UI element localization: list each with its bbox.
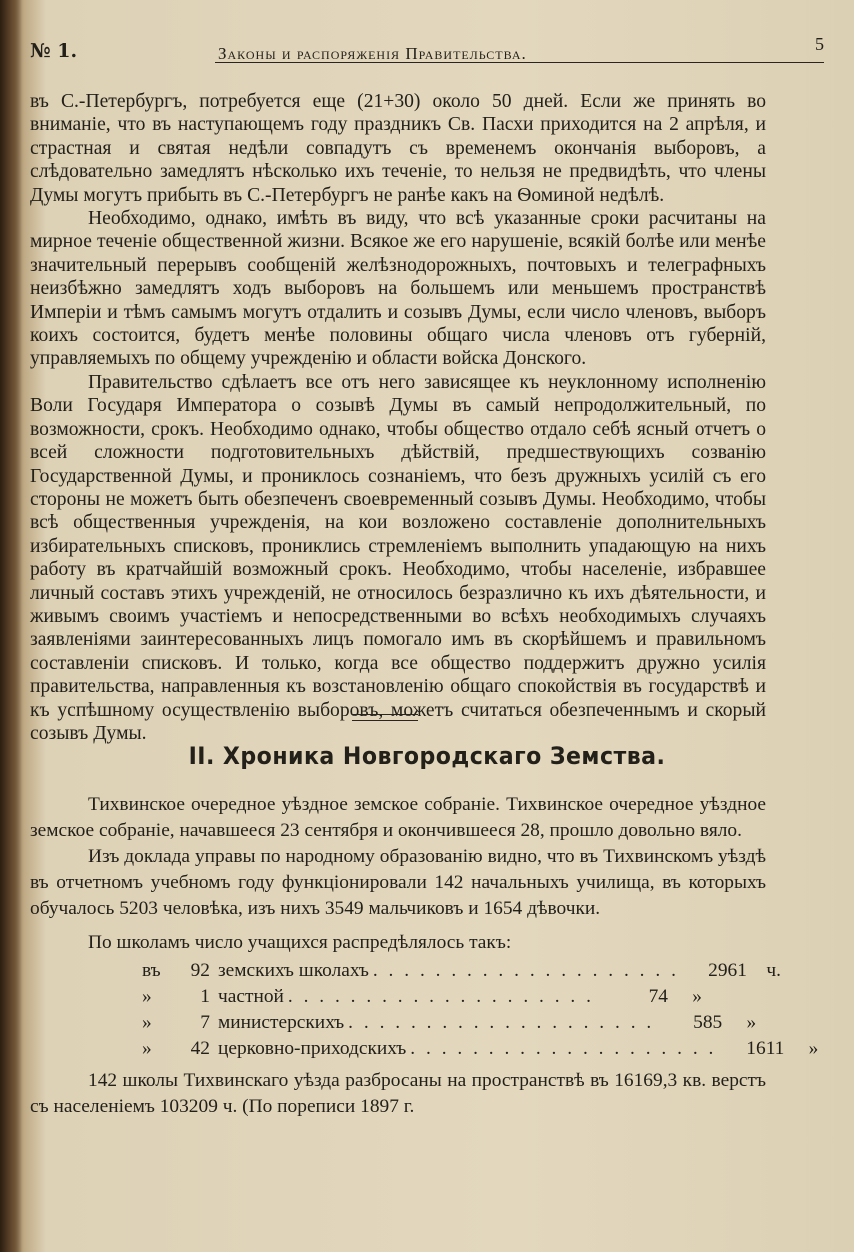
stat-school-count: 7 bbox=[200, 1012, 210, 1033]
stat-row bbox=[142, 1036, 819, 1062]
stat-school-count: 1 bbox=[200, 986, 210, 1007]
paragraph-continuation: въ С.-Петербургъ, потребуется еще (21+30) около 50 дней. Если же принять во вниманіе, что въ наступающемъ году праздникъ Св. Пасхи приходится на 2 апрѣля, и страстная и святая недѣли совпадутъ съ временемъ окончанія выборовъ, а слѣдовательно замедлятъ нѣсколько ихъ теченіе, то нельзя не предвидѣть, что члены Думы могутъ прибыть въ С.-Петербургъ не ранѣе какъ на Ѳоминой недѣлѣ. bbox=[30, 91, 766, 206]
stat-value: 1611 bbox=[746, 1038, 785, 1059]
decree-text bbox=[30, 90, 766, 745]
chronicle-paragraph-area: 142 школы Тихвинскаго уѣзда разбросаны на пространствѣ въ 16169,3 кв. верстъ съ населеніемъ 103209 ч. (По пореписи 1897 г. bbox=[30, 1070, 766, 1117]
stat-label: земскихъ школахъ bbox=[218, 960, 369, 981]
page-binding-edge bbox=[0, 0, 22, 1252]
stat-label: министерскихъ bbox=[218, 1012, 345, 1033]
stat-unit: » bbox=[692, 986, 702, 1007]
section-heading: II. Хроника Новгородскаго Земства. bbox=[188, 742, 666, 770]
leader-dots: . . . . . . . . . . . . . . . . . . . . bbox=[287, 986, 594, 1007]
paragraph-government-appeal: Правительство сдѣлаетъ все отъ него зависящее къ неуклонному исполненію Воли Государя Императора о созывѣ Думы въ самый непродолжительный, по возможности, срокъ. Необходимо однако, чтобы общество отдало себѣ ясный отчетъ о всей сложности подготовительныхъ дѣйствій, предшествующихъ созванію Государственной Думы, и прониклось сознаніемъ, что безъ дружныхъ усилій съ его стороны не можетъ быть обезпеченъ своевременный созывъ Думы. Необходимо, чтобы всѣ общественныя учрежденія, на кои возложено составленіе дополнительныхъ избирательныхъ списковъ, прониклись стремленіемъ выполнить упадающую на нихъ работу въ кратчайшій возможный срокъ. Необходимо, чтобы населеніе, избравшее личный составъ этихъ учрежденій, не относилось безразлично къ ихъ дѣятельности, и живымъ своимъ участіемъ и непосредственными во всѣхъ необходимыхъ случаяхъ заявленіями заинтересованныхъ лицъ помогало имъ въ скорѣйшемъ и правильномъ составленіи списковъ. И только, когда все общество поддержитъ дружно усилія правительства, направленныя къ возстановленію общаго спокойствія въ государствѣ и къ успѣшному осуществленію выборовъ, можетъ считаться обезпеченнымъ и скорый созывъ Думы. bbox=[30, 371, 766, 744]
stat-unit: » bbox=[746, 1012, 757, 1033]
stat-unit: » bbox=[808, 1038, 819, 1059]
stat-prefix: » bbox=[142, 986, 152, 1007]
stat-value: 2961 bbox=[708, 960, 747, 981]
school-stats-table bbox=[142, 958, 819, 1062]
paragraph-schedule-note: Необходимо, однако, имѣть въ виду, что всѣ указанные сроки расчитаны на мирное теченіе общественной жизни. Всякое же его нарушеніе, всякій болѣе или менѣе значительный перерывъ сообщеній желѣзнодорожныхъ, почтовыхъ и телеграфныхъ неизбѣжно замедлятъ ходъ выборовъ на большемъ или меньшемъ пространствѣ Имперіи и тѣмъ самымъ могутъ отдалить и созывъ Думы, если число членовъ, выборъ коихъ состоится, будетъ менѣе половины общаго числа членовъ отъ губерній, управляемыхъ по общему учрежденію и области войска Донского. bbox=[30, 208, 766, 370]
issue-number: № 1. bbox=[30, 40, 78, 62]
stat-value: 74 bbox=[648, 986, 668, 1007]
stat-label: частной bbox=[218, 986, 284, 1007]
page-number: 5 bbox=[815, 34, 824, 54]
stat-row bbox=[142, 958, 781, 984]
stat-unit: ч. bbox=[766, 960, 781, 981]
leader-dots: . . . . . . . . . . . . . . . . . . . . bbox=[348, 1012, 655, 1033]
running-title: Законы и распоряженія Правительства. bbox=[218, 44, 527, 63]
leader-dots: . . . . . . . . . . . . . . . . . . . . bbox=[372, 960, 679, 981]
chronicle-section bbox=[30, 792, 819, 1120]
stat-prefix: » bbox=[142, 1012, 152, 1033]
chronicle-paragraph-education: Изъ доклада управы по народному образованію видно, что въ Тихвинскомъ уѣздѣ въ отчетномъ учебномъ году функціонировали 142 начальныхъ училища, въ которыхъ обучалось 5203 человѣка, изъ нихъ 3549 мальчиковъ и 1654 дѣвочки. bbox=[30, 846, 766, 919]
stat-label: церковно-приходскихъ bbox=[218, 1038, 407, 1059]
stat-value: 585 bbox=[693, 1012, 723, 1033]
stat-prefix: » bbox=[142, 1038, 152, 1059]
stat-school-count: 42 bbox=[190, 1038, 210, 1059]
stat-prefix: въ bbox=[142, 960, 161, 981]
chronicle-paragraph-assembly: Тихвинское очередное уѣздное земское собраніе. Тихвинское очередное уѣздное земское собраніе, начавшееся 23 сентября и окончившееся 28, прошло довольно вяло. bbox=[30, 794, 766, 841]
stat-school-count: 92 bbox=[190, 960, 210, 981]
stat-row bbox=[142, 984, 702, 1010]
header-rule bbox=[215, 62, 824, 63]
leader-dots: . . . . . . . . . . . . . . . . . . . . bbox=[410, 1038, 717, 1059]
page-header bbox=[30, 34, 824, 68]
stats-intro: По школамъ число учащихся распредѣлялось такъ: bbox=[88, 932, 512, 953]
stat-row bbox=[142, 1010, 757, 1036]
section-separator bbox=[352, 714, 418, 721]
